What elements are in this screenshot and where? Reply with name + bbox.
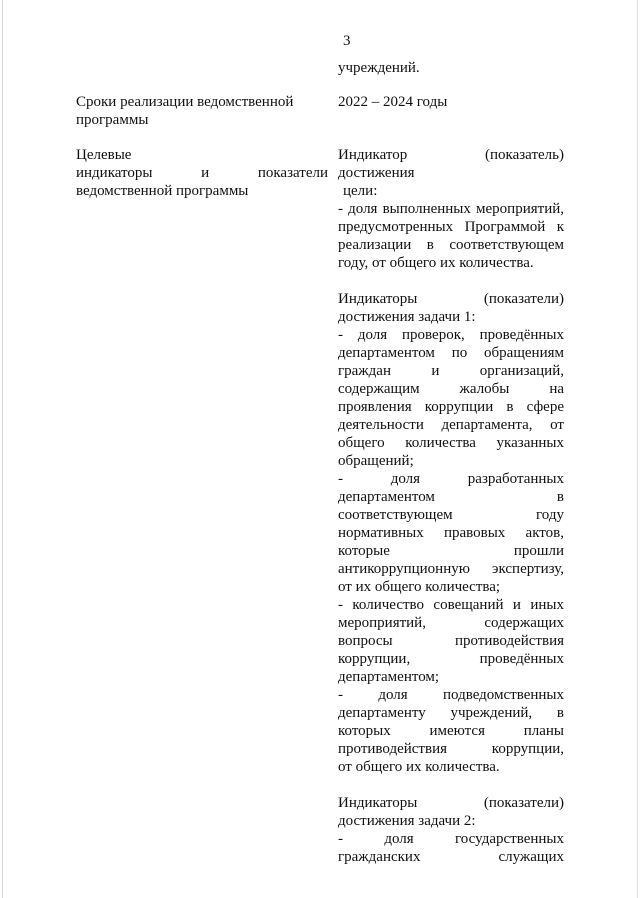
text-line: которых имеются планы <box>338 723 564 739</box>
text-line: которые прошли <box>338 543 564 559</box>
text-line: реализации в соответствующем <box>338 237 564 253</box>
text-line: от общего их количества. <box>338 759 500 775</box>
scan-edge-left <box>2 0 3 898</box>
page-number: 3 <box>343 33 351 49</box>
text-line: общего количества указанных <box>338 435 564 451</box>
text-line: - доля государственных <box>338 831 564 847</box>
text-line: достижения задачи 1: <box>338 309 476 325</box>
text-line: достижения <box>338 165 415 181</box>
text-line: коррупции, проведённых <box>338 651 564 667</box>
scan-edge-right <box>637 0 638 898</box>
text-line: предусмотренных Программой к <box>338 219 564 235</box>
text-line: вопросы противодействия <box>338 633 564 649</box>
text-line: проявления коррупции в сфере <box>338 399 564 415</box>
indicators-label <box>76 146 328 200</box>
text-line: граждан и организаций, <box>338 363 564 379</box>
text-line: департаментом; <box>338 669 440 685</box>
blank-line <box>338 272 564 290</box>
text-line: антикоррупционную экспертизу, <box>338 561 564 577</box>
text-line: соответствующем году <box>338 507 564 523</box>
text-line: достижения задачи 2: <box>338 813 476 829</box>
text-line: деятельности департамента, от <box>338 417 564 433</box>
text-line: департаментом в <box>338 489 564 505</box>
text-line: 2022 – 2024 годы <box>338 94 448 110</box>
text-line: Сроки реализации ведомственной <box>76 94 294 110</box>
text-line: цели: <box>343 183 378 199</box>
blank-line <box>338 776 564 794</box>
text-line: - доля подведомственных <box>338 687 564 703</box>
text-line: Индикатор (показатель) <box>338 147 564 163</box>
term-label <box>76 93 328 129</box>
text-line: Индикаторы (показатели) <box>338 795 564 811</box>
text-line: программы <box>76 112 149 128</box>
text-line: - доля проверок, проведённых <box>338 327 564 343</box>
text-line: Целевые <box>76 147 132 163</box>
continued-text <box>338 59 564 77</box>
text-line: департаменту учреждений, в <box>338 705 564 721</box>
text-line: мероприятий, содержащих <box>338 615 564 631</box>
text-line: году, от общего их количества. <box>338 255 534 271</box>
text-line: учреждений. <box>338 60 420 76</box>
text-line: от их общего количества; <box>338 579 501 595</box>
text-line: индикаторы и показатели <box>76 165 328 181</box>
text-line: департаментом по обращениям <box>338 345 564 361</box>
text-line: - доля разработанных <box>338 471 564 487</box>
text-line: - количество совещаний и иных <box>338 597 564 613</box>
text-line: Индикаторы (показатели) <box>338 291 564 307</box>
text-line: противодействия коррупции, <box>338 741 564 757</box>
text-line: нормативных правовых актов, <box>338 525 564 541</box>
text-line: содержащим жалобы на <box>338 381 564 397</box>
text-line: обращений; <box>338 453 414 469</box>
term-value <box>338 93 564 111</box>
text-line: ведомственной программы <box>76 183 249 199</box>
text-line: - доля выполненных мероприятий, <box>338 201 564 217</box>
text-line: гражданских служащих <box>338 849 564 865</box>
indicators-value <box>338 146 564 866</box>
